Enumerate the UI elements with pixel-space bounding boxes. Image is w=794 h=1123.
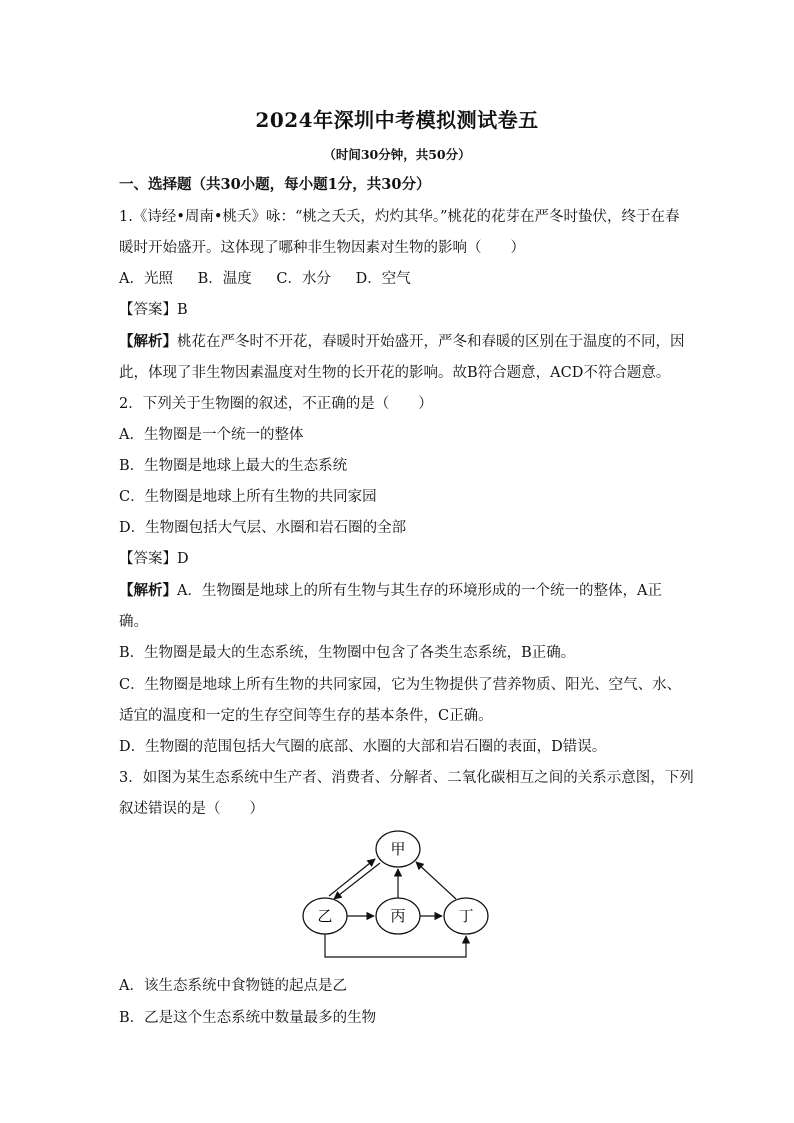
q1-analysis-label: 【解析】 — [119, 333, 177, 350]
q2-analysis-line3: B．生物圈是最大的生态系统，生物圈中包含了各类生态系统，B正确。 — [119, 645, 576, 661]
q1-option-a: A．光照 — [119, 271, 173, 287]
node-middle-label: 丙 — [390, 907, 406, 925]
arrow-left-to-top — [329, 859, 375, 896]
page-title: 2024年深圳中考模拟测试卷五 — [255, 108, 539, 132]
q2-analysis-line5: 适宜的温度和一定的生存空间等生存的基本条件，C正确。 — [119, 708, 493, 724]
q3-stem-line1: 3．如图为某生态系统中生产者、消费者、分解者、二氧化碳相互之间的关系示意图，下列 — [119, 770, 694, 786]
q3-stem-line2: 叙述错误的是（ ） — [119, 801, 264, 817]
q1-analysis-line1 — [119, 332, 685, 352]
node-right-label: 丁 — [458, 907, 474, 925]
arrow-left-to-right-bottom — [325, 934, 466, 957]
q1-analysis-line2: 此，体现了非生物因素温度对生物的长开花的影响。故B符合题意，ACD不符合题意。 — [119, 365, 671, 381]
q2-option-a: A．生物圈是一个统一的整体 — [119, 427, 304, 443]
q1-option-b: B．温度 — [197, 271, 252, 287]
q1-stem-line1: 1.《诗经•周南•桃夭》咏：“桃之夭夭，灼灼其华。”桃花的花芽在严冬时蛰伏，终于在春 — [119, 209, 680, 225]
q2-option-d: D．生物圈包括大气层、水圈和岩石圈的全部 — [119, 520, 407, 536]
q1-stem-line2: 暖时开始盛开。这体现了哪种非生物因素对生物的影响（ ） — [119, 240, 525, 256]
q2-stem: 2．下列关于生物圈的叙述，不正确的是（ ） — [119, 396, 433, 412]
q2-analysis-line6: D．生物圈的范围包括大气圈的底部、水圈的大部和岩石圈的表面，D错误。 — [119, 739, 607, 755]
arrow-top-to-left — [334, 863, 380, 899]
q2-analysis-label: 【解析】 — [119, 582, 177, 599]
node-left-label: 乙 — [317, 907, 333, 925]
q2-option-c: C．生物圈是地球上所有生物的共同家园 — [119, 489, 377, 505]
q2-analysis-line4: C．生物圈是地球上所有生物的共同家园，它为生物提供了营养物质、阳光、空气、水、 — [119, 677, 682, 693]
q3-option-a: A．该生态系统中食物链的起点是乙 — [119, 978, 347, 994]
q1-option-d: D．空气 — [355, 271, 411, 287]
q2-answer: 【答案】D — [119, 551, 189, 567]
q1-options — [119, 269, 411, 289]
q1-analysis-text1: 桃花在严冬时不开花，春暖时开始盛开，严冬和春暖的区别在于温度的不同，因 — [177, 334, 685, 350]
section-heading: 一、选择题（共30小题，每小题1分，共30分） — [119, 176, 431, 193]
ecosystem-diagram — [300, 826, 500, 966]
q2-analysis-line1 — [119, 581, 662, 601]
q2-analysis-line2: 确。 — [119, 614, 148, 630]
page-subtitle: （时间30分钟，共50分） — [323, 147, 471, 162]
node-top-label: 甲 — [390, 840, 406, 858]
q1-answer: 【答案】B — [119, 302, 188, 318]
q2-option-b: B．生物圈是地球上最大的生态系统 — [119, 458, 348, 474]
q3-option-b: B．乙是这个生态系统中数量最多的生物 — [119, 1010, 377, 1026]
q1-option-c: C．水分 — [276, 271, 331, 287]
q2-analysis-text1: A．生物圈是地球上的所有生物与其生存的环境形成的一个统一的整体，A正 — [177, 583, 662, 599]
arrow-right-to-top — [416, 862, 456, 899]
